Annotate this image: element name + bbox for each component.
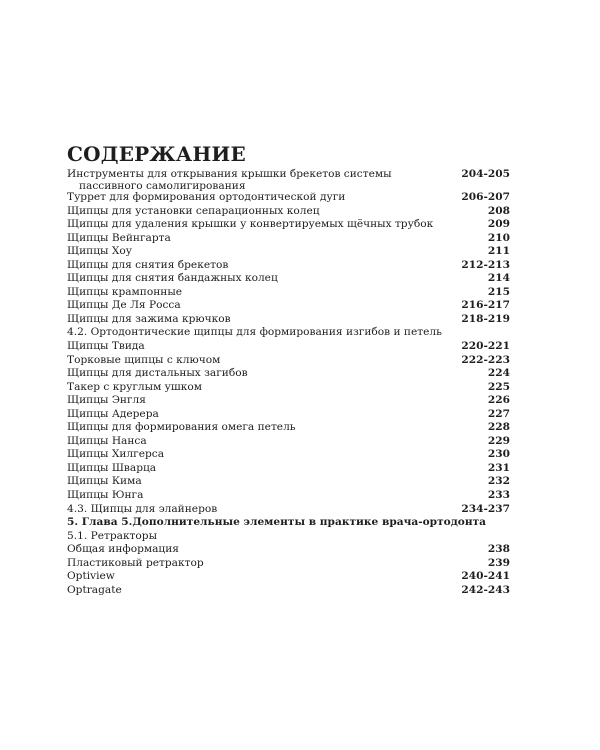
toc-entry bbox=[67, 570, 510, 584]
toc-entry bbox=[67, 394, 510, 408]
toc-entry-page: 210 bbox=[487, 231, 510, 244]
toc-entry-title: Щипцы Шварца bbox=[67, 461, 157, 474]
toc-entry bbox=[67, 354, 510, 368]
toc-entry-page: 218-219 bbox=[461, 312, 510, 325]
toc-entry-title: Торковые щипцы с ключом bbox=[67, 353, 221, 366]
toc-entry-title: Щипцы крампонные bbox=[67, 285, 183, 298]
toc-entry bbox=[67, 313, 510, 327]
toc-entry bbox=[67, 408, 510, 422]
toc-entry-title: Щипцы Кима bbox=[67, 475, 142, 488]
toc-entry bbox=[67, 462, 510, 476]
toc-entry-title-line1: Инструменты для открывания крышки брекетов системы bbox=[67, 168, 392, 180]
toc-entry-title: Пластиковый ретрактор bbox=[67, 556, 204, 569]
toc-heading: СОДЕРЖАНИЕ bbox=[67, 142, 246, 166]
toc-entry bbox=[67, 543, 510, 557]
toc-entry bbox=[67, 421, 510, 435]
toc-entry-page: 229 bbox=[487, 434, 510, 447]
toc-entry-page: 234-237 bbox=[461, 502, 510, 515]
toc-entry bbox=[67, 326, 510, 340]
toc-entry-title: Такер с круглым ушком bbox=[67, 380, 202, 393]
toc-entry-page: 230 bbox=[487, 448, 510, 461]
toc-entry-page: 215 bbox=[487, 285, 510, 298]
toc-entry-page: 220-221 bbox=[461, 340, 510, 353]
toc-entry-page: 225 bbox=[487, 380, 510, 393]
toc-entry-title: Щипцы Юнга bbox=[67, 489, 144, 502]
toc-entry-page: 216-217 bbox=[461, 299, 510, 312]
toc-entry-title: Щипцы Твида bbox=[67, 340, 145, 353]
toc-entry-page: 206-207 bbox=[461, 191, 510, 203]
toc-entry-title: Optragate bbox=[67, 583, 122, 596]
toc-entry bbox=[67, 516, 510, 530]
toc-entry-page: 242-243 bbox=[461, 583, 510, 596]
toc-entry-page: 222-223 bbox=[461, 353, 510, 366]
toc-entry bbox=[67, 340, 510, 354]
toc-entry-title: Щипцы Вейнгарта bbox=[67, 231, 171, 244]
toc-entry-title: Щипцы Де Ля Росса bbox=[67, 299, 181, 312]
toc-entry bbox=[67, 205, 510, 219]
toc-entry bbox=[67, 286, 510, 300]
toc-entry-title: Щипцы для снятия бандажных колец bbox=[67, 272, 278, 285]
toc-entry bbox=[67, 168, 510, 191]
toc-entry-title: Общая информация bbox=[67, 543, 179, 556]
toc-entry bbox=[67, 584, 510, 598]
toc-entry-title-line2: пассивного самолигирования bbox=[79, 180, 246, 192]
toc-entry-title: Туррет для формирования ортодонтической дуги bbox=[67, 191, 346, 203]
toc-entry bbox=[67, 475, 510, 489]
toc-entry bbox=[67, 272, 510, 286]
toc-entry-title: Щипцы Адерера bbox=[67, 407, 159, 420]
toc-entry-title: Щипцы для удаления крышки у конвертируемых щёчных трубок bbox=[67, 218, 434, 231]
toc-entry bbox=[67, 448, 510, 462]
toc-entry bbox=[67, 530, 510, 544]
toc-entry-title: Щипцы для зажима крючков bbox=[67, 312, 231, 325]
toc-entry-page: 231 bbox=[487, 461, 510, 474]
toc-entry bbox=[67, 381, 510, 395]
toc-entry-page: 232 bbox=[487, 475, 510, 488]
toc-entry-page: 204-205 bbox=[461, 168, 510, 180]
toc-entry bbox=[67, 232, 510, 246]
toc-entry-page: 233 bbox=[487, 489, 510, 502]
toc-entry bbox=[67, 245, 510, 259]
toc-entry-page: 238 bbox=[487, 543, 510, 556]
toc-entry bbox=[67, 367, 510, 381]
toc-entry-title bbox=[67, 168, 392, 191]
toc-entry-page: 209 bbox=[487, 218, 510, 231]
toc-entry-page: 224 bbox=[487, 367, 510, 380]
toc-entry-title: 4.3. Щипцы для элайнеров bbox=[67, 502, 218, 515]
toc-entry-page: 227 bbox=[487, 407, 510, 420]
toc-entry-page: 211 bbox=[487, 245, 510, 258]
toc-entry-title: 5. Глава 5.Дополнительные элементы в практике врача-ортодонта bbox=[67, 516, 487, 529]
toc-entry bbox=[67, 503, 510, 517]
toc-entry bbox=[67, 299, 510, 313]
toc-entry-title: Щипцы Нанса bbox=[67, 434, 147, 447]
toc-entry-title: 5.1. Ретракторы bbox=[67, 529, 158, 542]
toc-entry bbox=[67, 489, 510, 503]
toc-entry bbox=[67, 191, 510, 205]
toc-entry bbox=[67, 218, 510, 232]
toc-entry-page: 239 bbox=[487, 556, 510, 569]
toc-entry-title: Щипцы для снятия брекетов bbox=[67, 258, 229, 271]
toc-entry-page: 208 bbox=[487, 204, 510, 217]
toc-entry bbox=[67, 557, 510, 571]
toc-entry-title: Optiview bbox=[67, 570, 115, 583]
toc-list bbox=[67, 168, 510, 597]
toc-entry-title: Щипцы для дистальных загибов bbox=[67, 367, 248, 380]
toc-entry bbox=[67, 259, 510, 273]
toc-entry-page: 214 bbox=[487, 272, 510, 285]
toc-entry-page: 240-241 bbox=[461, 570, 510, 583]
toc-entry-title: Щипцы для формирования омега петель bbox=[67, 421, 296, 434]
toc-entry-page: 226 bbox=[487, 394, 510, 407]
toc-entry-title: 4.2. Ортодонтические щипцы для формирования изгибов и петель bbox=[67, 326, 442, 339]
toc-entry-title: Щипцы для установки сепарационных колец bbox=[67, 204, 320, 217]
toc-entry-title: Щипцы Хилгерса bbox=[67, 448, 165, 461]
toc-entry-title: Щипцы Энгля bbox=[67, 394, 146, 407]
toc-entry-page: 228 bbox=[487, 421, 510, 434]
toc-entry-title: Щипцы Хоу bbox=[67, 245, 132, 258]
toc-entry bbox=[67, 435, 510, 449]
toc-entry-page: 212-213 bbox=[461, 258, 510, 271]
